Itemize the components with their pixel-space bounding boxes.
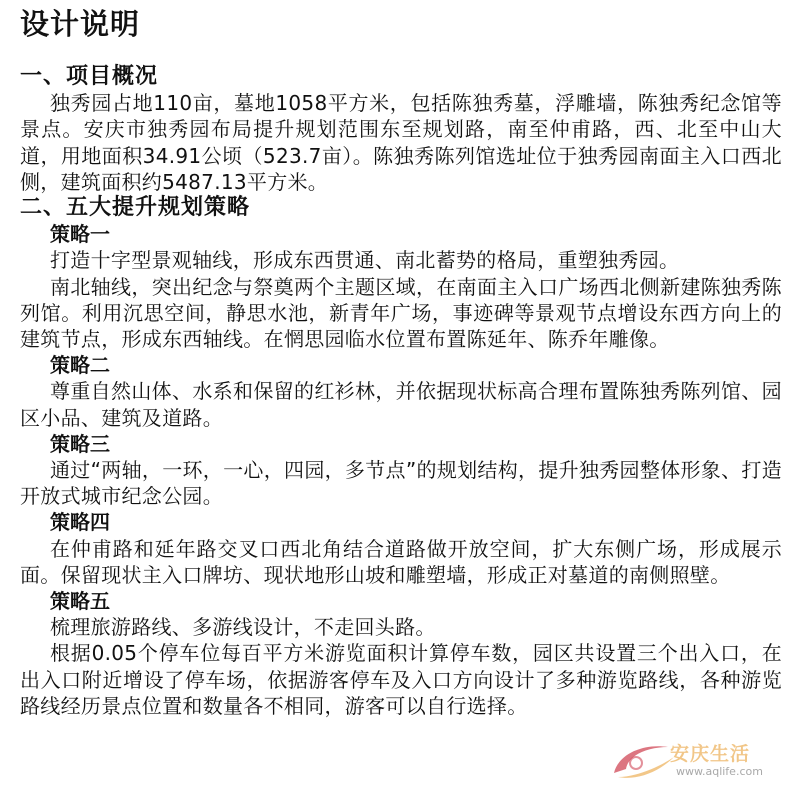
watermark-brand: 安庆生活 xyxy=(670,743,751,765)
strategy-3-paragraph-1: 通过“两轴，一环，一心，四园，多节点”的规划结构，提升独秀园整体形象、打造开放式城市纪念公园。 xyxy=(20,458,782,509)
watermark-url: www.aqlife.com xyxy=(676,765,763,778)
section-heading-strategies: 二、五大提升规划策略 xyxy=(20,195,251,221)
strategy-1-paragraph-2: 南北轴线，突出纪念与祭奠两个主题区域，在南面主入口广场西北侧新建陈独秀陈列馆。利用沉思空间，静思水池，新青年广场，事迹碑等景观节点增设东西方向上的建筑节点，形成东西轴线。在惘思园临水位置布置陈延年、陈乔年雕像。 xyxy=(20,274,782,352)
strategy-heading-4: 策略四 xyxy=(50,510,110,535)
strategy-5-paragraph-1: 梳理旅游路线、多游线设计，不走回头路。 xyxy=(50,615,436,640)
page-title: 设计说明 xyxy=(20,7,141,41)
strategy-5-paragraph-2: 根据0.05个停车位每百平方米游览面积计算停车数，园区共设置三个出入口，在出入口附近增设了停车场，依据游客停车及入口方向设计了多种游览路线，各种游览路线经历景点位置和数量各不相同，游客可以自行选择。 xyxy=(20,641,782,718)
strategy-heading-5: 策略五 xyxy=(50,589,110,614)
strategy-heading-1: 策略一 xyxy=(50,222,110,247)
document-body xyxy=(20,64,782,719)
strategy-1-paragraph-1: 打造十字型景观轴线，形成东西贯通、南北蓄势的格局，重塑独秀园。 xyxy=(50,248,680,273)
strategy-heading-3: 策略三 xyxy=(50,431,110,456)
strategy-4-paragraph-1: 在仲甫路和延年路交叉口西北角结合道路做开放空间，扩大东侧广场，形成展示面。保留现状主入口牌坊、现状地形山坡和雕塑墙，形成正对墓道的南侧照壁。 xyxy=(20,536,782,587)
overview-paragraph: 独秀园占地110亩，墓地1058平方米，包括陈独秀墓，浮雕墙，陈独秀纪念馆等景点。安庆市独秀园布局提升规划范围东至规划路，南至仲甫路，西、北至中山大道，用地面积34.91公顷（523.7亩）。陈独秀陈列馆选址位于独秀园南面主入口西北侧，建筑面积约5487.13平方米。 xyxy=(20,91,782,194)
strategy-2-paragraph-1: 尊重自然山体、水系和保留的红衫林，并依据现状标高合理布置陈独秀陈列馆、园区小品、建筑及道路。 xyxy=(20,379,782,430)
site-watermark xyxy=(608,733,798,783)
strategy-heading-2: 策略二 xyxy=(50,353,110,378)
section-heading-overview: 一、项目概况 xyxy=(20,64,159,89)
